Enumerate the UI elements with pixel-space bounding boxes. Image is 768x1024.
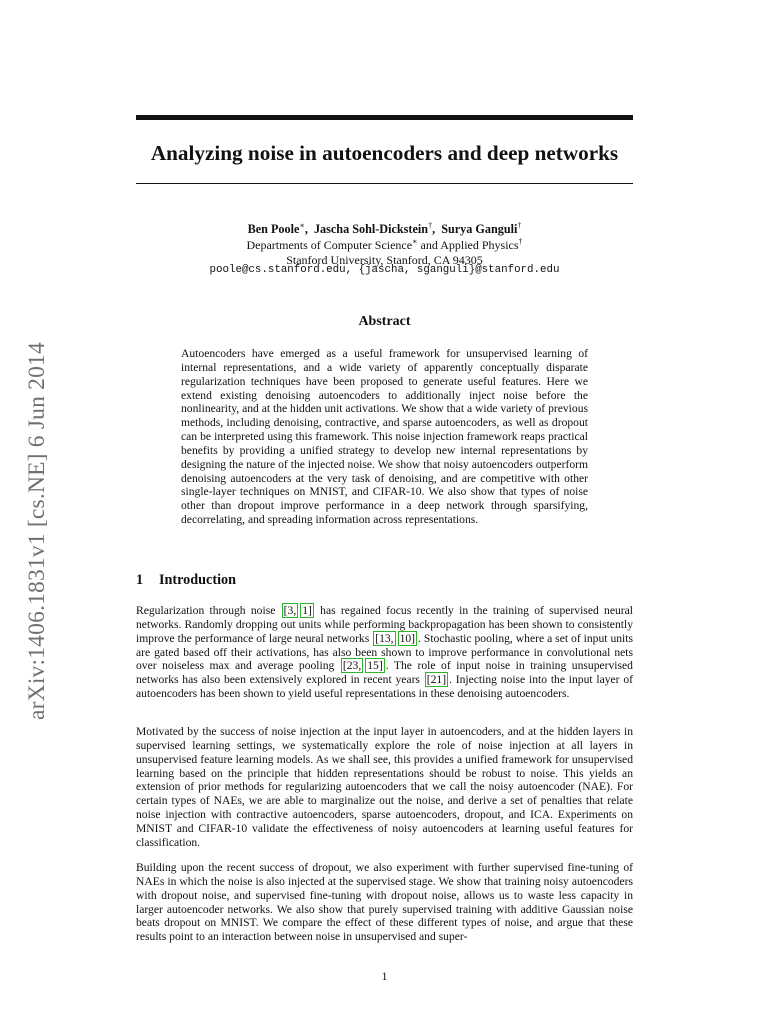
affiliation-address: Stanford University, Stanford, CA 94305 — [286, 253, 483, 267]
section-heading — [136, 571, 633, 589]
citation-link[interactable]: 15] — [367, 659, 383, 673]
author-name: Ben Poole — [247, 222, 300, 237]
abstract-text: Autoencoders have emerged as a useful framework for unsupervised learning of internal representations, and a wide variety of apparently conceptually disparate regularization techniques have been proposed to generate useful features. Here we extend existing denoising autoencoders to additionally inject noise before the nonlinearity, and at the hidden unit activations. We show that a wide variety of previous methods, including denoising, contractive, and sparse autoencoders, as well as dropout can be interpreted using this framework. This noise injection framework reaps practical benefits by providing a unified strategy to develop new internal representations by designing the nature of the injected noise. We show that noisy autoencoders outperform denoising autoencoders at the very task of denoising, and are competitive with other single-layer techniques on MNIST, and CIFAR-10. We also show that types of noise other than dropout improve performance in a deep network through sparsifying, decorrelating, and spreading information across representations. — [181, 347, 588, 527]
author-name: Jascha Sohl-Dickstein — [313, 222, 429, 237]
author-mark: ∗ — [299, 221, 305, 230]
citation-link[interactable]: [21] — [426, 673, 447, 687]
citation-link[interactable]: [3, — [283, 604, 297, 617]
citation-link[interactable]: 10] — [399, 631, 416, 645]
author-emails: poole@cs.stanford.edu, {jascha, sganguli}@stanford.edu — [209, 264, 560, 276]
arxiv-identifier: arXiv:1406.1831v1 [cs.NE] 6 Jun 2014 — [24, 342, 50, 720]
title-rule-top — [136, 115, 633, 120]
abstract-heading: Abstract — [358, 314, 411, 329]
page-number: 1 — [381, 970, 388, 983]
section-title: Introduction — [159, 572, 236, 588]
intro-paragraph-1: Regularization through noise [3, 1] has regained focus recently in the training of supervised neural networks. Randomly dropping out units while performing backpropagation has been shown to consistently improve the performance of large neural networks [13, 10] . Stochastic pooling, where a set of input units are gated based off their activations, has also been shown to improve performance in convolutional nets over noiseless max and average pooling [23, 15] . The role of input noise in training unsupervised networks has also been extensively explored in recent years [21] . Injecting noise into the input layer of autoencoders has been shown to yield useful representations in these denoising autoencoders. — [136, 604, 634, 701]
author-mark: † — [517, 221, 522, 230]
affiliation-departments: Departments of Computer Science∗ and Applied Physics† — [246, 237, 523, 252]
author-list: Ben Poole∗, Jascha Sohl-Dickstein†, Surya Ganguli† — [247, 221, 522, 237]
citation-link[interactable]: [23, — [342, 659, 362, 673]
citation-link[interactable]: 1] — [302, 604, 312, 617]
intro-paragraph-2: Motivated by the success of noise injection at the input layer in autoencoders, and at the hidden layers in supervised learning settings, we systematically explore the role of noise injection at all layers in unsupervised feature learning models. As we shall see, this provides a unified framework for unsupervised learning based on the principle that hidden representations should be robust to noise. This yields an extension of prior methods for regularizing autoencoders that we call the noisy autoencoder (NAE). For certain types of NAEs, we are able to marginalize out the noise, and derive a set of penalties that relate noise injection with contractive autoencoders, sparse autoencoders, dropout, and ICA. Experiments on MNIST and CIFAR-10 validate the effectiveness of noisy autoencoders at learning useful features for classification. — [136, 725, 633, 849]
title-rule-bottom — [136, 183, 633, 184]
paper-title: Analyzing noise in autoencoders and deep networks — [150, 141, 619, 165]
author-name: Surya Ganguli — [441, 222, 518, 237]
citation-link[interactable]: [13, — [375, 631, 394, 645]
author-mark: † — [428, 221, 433, 230]
section-number: 1 — [136, 572, 144, 588]
intro-paragraph-3: Building upon the recent success of dropout, we also experiment with further supervised fine-tuning of NAEs in which the noise is also injected at the supervised stage. We show that training noisy autoencoders with dropout noise, and supervised fine-tuning with dropout noise, allows us to waste less capacity in larger autoencoder networks. We also show that purely supervised training with additive Gaussian noise beats dropout on MNIST. We compare the effect of these different types of noise, and argue that these results point to an interaction between noise in unsupervised and super- — [136, 861, 633, 944]
